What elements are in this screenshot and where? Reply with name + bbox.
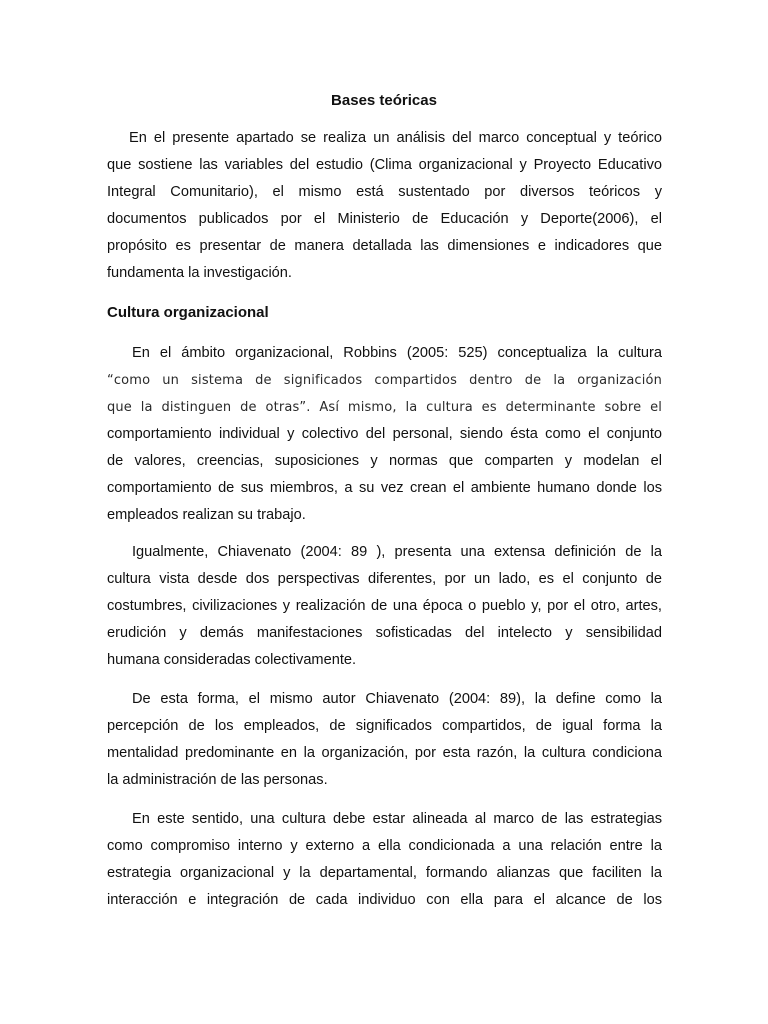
paragraph-line: comportamiento de sus miembros, a su vez crean el ambiente humano donde los <box>107 480 662 496</box>
paragraph-line: comportamiento individual y colectivo del personal, siendo ésta como el conjunto <box>107 426 662 442</box>
paragraph-line: En el ámbito organizacional, Robbins (2005: 525) conceptualiza la cultura <box>132 345 662 361</box>
paragraph-line: de valores, creencias, suposiciones y normas que comparten y modelan el <box>107 453 662 469</box>
paragraph-intro <box>107 125 662 287</box>
paragraph-line: cultura vista desde dos perspectivas diferentes, por un lado, es el conjunto de <box>107 571 662 587</box>
quoted-line: que la distinguen de otras”. Así mismo, la cultura es determinante sobre el <box>107 400 662 415</box>
paragraph-line: la administración de las personas. <box>107 772 328 788</box>
paragraph-line: En este sentido, una cultura debe estar alineada al marco de las estrategias <box>132 811 662 827</box>
document-title: Bases teóricas <box>331 92 437 109</box>
paragraph-line: erudición y demás manifestaciones sofisticadas del intelecto y sensibilidad <box>107 625 662 641</box>
paragraph-line: estrategia organizacional y la departamental, formando alianzas que faciliten la <box>107 865 662 881</box>
paragraph-chiavenato-2 <box>107 686 662 794</box>
paragraph-line: empleados realizan su trabajo. <box>107 507 306 523</box>
paragraph-line: documentos publicados por el Ministerio de Educación y Deporte(2006), el <box>107 211 662 227</box>
paragraph-line: como compromiso interno y externo a ella condicionada a una relación entre la <box>107 838 662 854</box>
section-heading: Cultura organizacional <box>107 304 269 321</box>
paragraph-line: percepción de los empleados, de significados compartidos, de igual forma la <box>107 718 662 734</box>
paragraph-line: En el presente apartado se realiza un análisis del marco conceptual y teórico <box>129 130 662 146</box>
paragraph-line: humana consideradas colectivamente. <box>107 652 357 668</box>
paragraph-line: que sostiene las variables del estudio (Clima organizacional y Proyecto Educativo <box>107 157 662 173</box>
paragraph-line: Integral Comunitario), el mismo está sustentado por diversos teóricos y <box>107 184 662 200</box>
paragraph-chiavenato-1 <box>107 539 662 674</box>
paragraph-line: propósito es presentar de manera detallada las dimensiones e indicadores que <box>107 238 662 254</box>
paragraph-line: costumbres, civilizaciones y realización de una época o pueblo y, por el otro, artes, <box>107 598 662 614</box>
paragraph-robbins <box>107 340 662 529</box>
quoted-line: “como un sistema de significados compartidos dentro de la organización <box>107 373 662 388</box>
paragraph-line: interacción e integración de cada individuo con ella para el alcance de los <box>107 892 662 908</box>
paragraph-line: Igualmente, Chiavenato (2004: 89 ), presenta una extensa definición de la <box>132 544 662 560</box>
paragraph-line: De esta forma, el mismo autor Chiavenato (2004: 89), la define como la <box>132 691 662 707</box>
paragraph-alignment <box>107 806 662 914</box>
paragraph-line: mentalidad predominante en la organización, por esta razón, la cultura condiciona <box>107 745 662 761</box>
paragraph-line: fundamenta la investigación. <box>107 265 292 281</box>
